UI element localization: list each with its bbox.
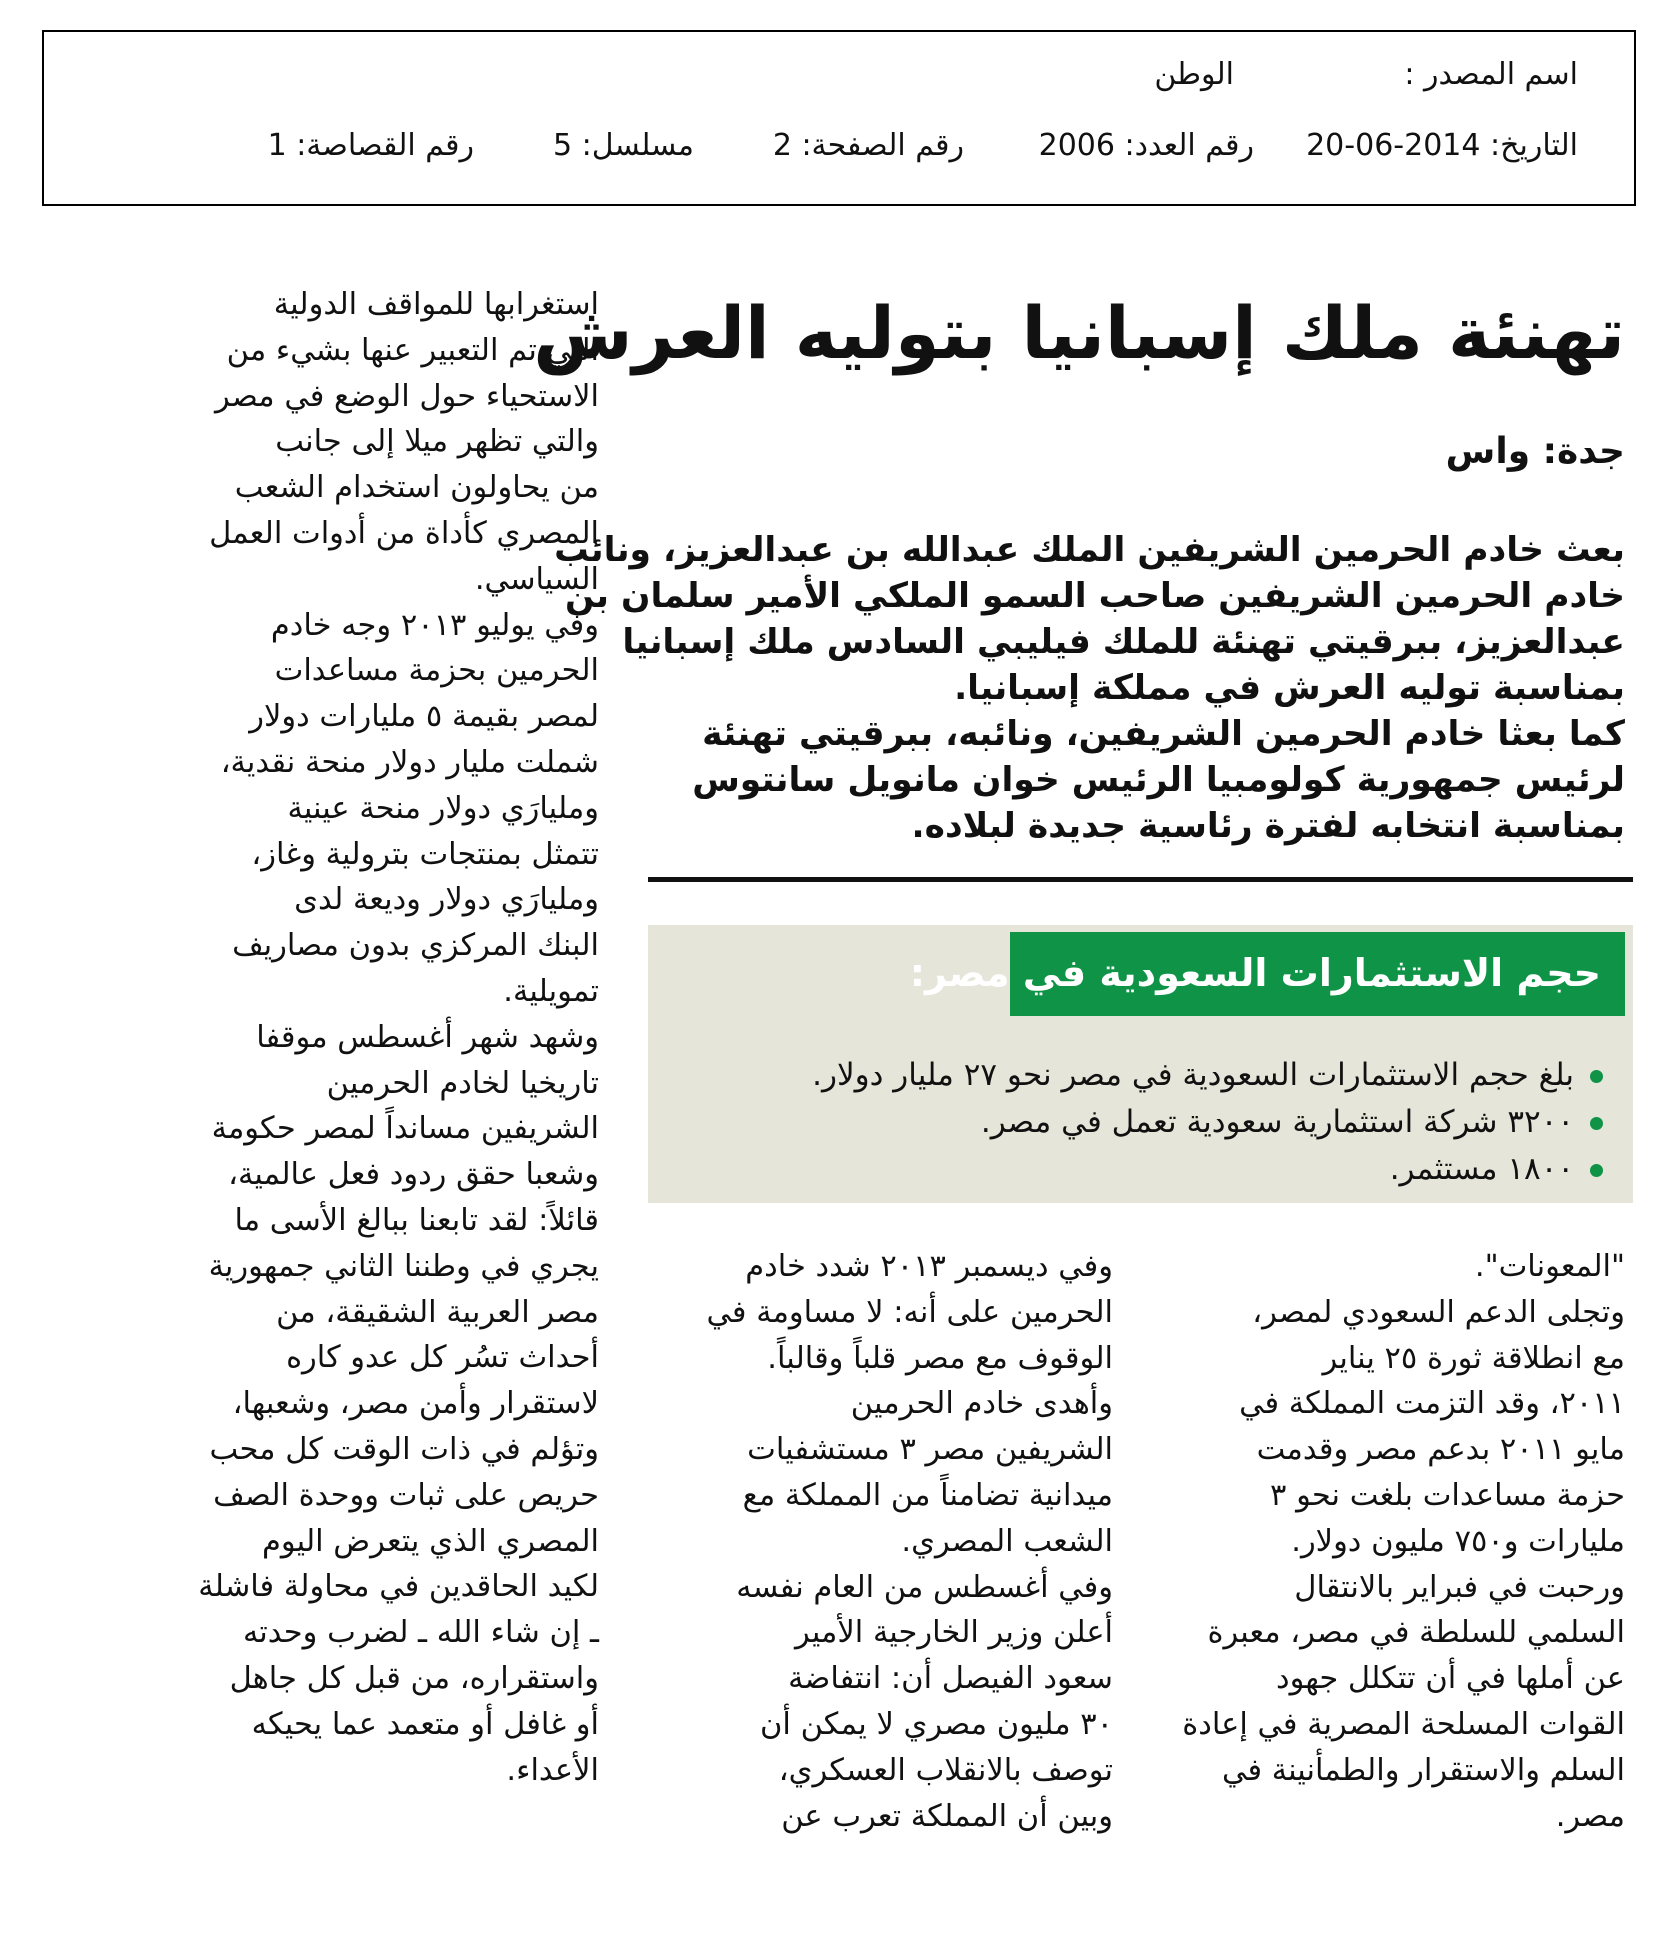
body-line: "المعونات". [1474,1249,1625,1284]
body-line: مصر. [1555,1798,1625,1834]
article-lead [554,527,1625,849]
body-line: توصف بالانقلاب العسكري، [778,1752,1113,1788]
source-value: الوطن [1154,57,1234,92]
body-line: واستقراره، من قبل كل جاهل [229,1660,599,1696]
body-line: السلم والاستقرار والطمأنينة في [1222,1752,1625,1788]
factbox-bullet [812,1053,1603,1097]
body-line: وبين أن المملكة تعرب عن [781,1798,1113,1834]
section-divider [648,877,1633,882]
factbox-bullet [1390,1147,1603,1191]
body-line: وشعبا حقق ردود فعل عالمية، [228,1157,599,1193]
factbox-bullet [981,1100,1603,1144]
body-line: استغرابها للمواقف الدولية [273,287,599,322]
body-line: وشهد شهر أغسطس موقفا [256,1019,599,1055]
body-line: وفي ديسمبر ٢٠١٣ شدد خادم [745,1249,1113,1284]
body-line: ٣٠ مليون مصري لا يمكن أن [760,1706,1113,1742]
bullet-dot-icon [1590,1117,1603,1130]
body-line: وتجلى الدعم السعودي لمصر، [1252,1294,1625,1330]
body-line: وفي يوليو ٢٠١٣ وجه خادم [270,607,599,643]
body-line: يجري في وطننا الثاني جمهورية [208,1248,599,1284]
body-line: ومليارَي دولار منحة عينية [287,790,599,826]
body-line: السلمي للسلطة في مصر، معبرة [1207,1615,1625,1651]
body-line: حريص على ثبات ووحدة الصف [213,1477,599,1513]
body-line: حزمة مساعدات بلغت نحو ٣ [1270,1477,1625,1513]
body-line: ومليارَي دولار وديعة لدى [294,882,599,918]
source-metadata-box [42,30,1636,206]
body-line: قائلاً: لقد تابعنا ببالغ الأسى ما [234,1202,599,1238]
bullet-dot-icon [1590,1164,1603,1177]
lead-line: كما بعثا خادم الحرمين الشريفين، ونائبه، ببرقيتي تهنئة [702,714,1625,754]
body-line: مصر العربية الشقيقة، من [276,1294,599,1330]
factbox-header [909,932,1625,1016]
body-column-right [1165,1244,1625,1839]
body-line: من يحاولون استخدام الشعب [234,470,599,506]
lead-line: بمناسبة انتخابه لفترة رئاسية جديدة لبلاده. [911,806,1625,846]
body-line: القوات المسلحة المصرية في إعادة [1182,1706,1625,1742]
clip-number-field: رقم القصاصة: 1 [267,128,474,163]
body-line: لكيد الحاقدين في محاولة فاشلة [198,1569,599,1605]
body-line: مليارات و٧٥٠ مليون دولار. [1291,1523,1625,1559]
lead-line: بمناسبة توليه العرش في مملكة إسبانيا. [954,668,1625,708]
lead-line: لرئيس جمهورية كولومبيا الرئيس خوان مانويل سانتوس [692,760,1625,800]
body-line: ـ إن شاء الله ـ لضرب وحدته [242,1615,599,1651]
body-line: الأعداء. [506,1752,599,1788]
body-line: التي تم التعبير عنها بشيء من [226,332,599,368]
body-line: الاستحياء حول الوضع في مصر [215,378,599,414]
body-line: سعود الفيصل أن: انتفاضة [788,1661,1113,1697]
body-line: أحداث تسُر كل عدو كاره [286,1340,599,1376]
body-line: لمصر بقيمة ٥ مليارات دولار [249,699,599,735]
body-line: وفي أغسطس من العام نفسه [736,1569,1113,1605]
body-line: الحرمين على أنه: لا مساومة في [706,1294,1113,1330]
body-column-left [99,282,599,1793]
body-line: الشريفين مصر ٣ مستشفيات [747,1432,1113,1468]
body-line: المصري الذي يتعرض اليوم [261,1523,599,1559]
body-line: الحرمين بحزمة مساعدات [274,653,599,689]
body-column-middle [653,1244,1113,1839]
page-number-field: رقم الصفحة: 2 [772,128,964,163]
factbox-bullet-text: ٣٢٠٠ شركة استثمارية سعودية تعمل في مصر. [980,1104,1574,1140]
lead-line: بعث خادم الحرمين الشريفين الملك عبدالله بن عبدالعزيز، ونائب [554,530,1625,570]
factbox-bullet-text: ١٨٠٠ مستثمر. [1389,1151,1574,1187]
body-line: الشريفين مسانداً لمصر حكومة [211,1111,599,1147]
body-line: الشعب المصري. [901,1523,1113,1559]
source-label: اسم المصدر : [1404,57,1578,92]
body-line: وتؤلم في ذات الوقت كل محب [209,1431,599,1467]
body-line: تتمثل بمنتجات بترولية وغاز، [251,836,599,872]
factbox-title: حجم الاستثمارات السعودية في مصر: [909,951,1601,995]
body-line: تاريخيا لخادم الحرمين [326,1065,599,1101]
body-line: السياسي. [474,561,599,597]
article-headline: تهنئة ملك إسبانيا بتوليه العرش [533,291,1625,375]
investment-factbox [648,925,1633,1203]
factbox-bullet-text: بلغ حجم الاستثمارات السعودية في مصر نحو ٢٧ مليار دولار. [812,1057,1574,1093]
serial-number-field: مسلسل: 5 [553,128,694,163]
body-line: مع انطلاقة ثورة ٢٥ يناير [1322,1340,1625,1376]
bullet-dot-icon [1590,1070,1603,1083]
body-line: عن أملها في أن تتكلل جهود [1275,1661,1625,1697]
body-line: شملت مليار دولار منحة نقدية، [220,744,599,780]
body-line: أعلن وزير الخارجية الأمير [795,1615,1113,1651]
issue-number-field: رقم العدد: 2006 [1038,128,1254,163]
body-line: ٢٠١١، وقد التزمت المملكة في [1239,1386,1625,1422]
date-field: التاريخ: 2014-06-20 [1306,128,1578,163]
body-line: تمويلية. [503,973,599,1009]
body-line: لاستقرار وأمن مصر، وشعبها، [232,1386,599,1422]
body-line: الوقوف مع مصر قلباً وقالباً. [767,1340,1113,1376]
body-line: المصري كأداة من أدوات العمل [209,515,599,551]
body-line: ميدانية تضامناً من المملكة مع [742,1477,1113,1513]
body-line: وأهدى خادم الحرمين [850,1386,1113,1422]
body-line: مايو ٢٠١١ بدعم مصر وقدمت [1256,1432,1625,1468]
lead-line: خادم الحرمين الشريفين صاحب السمو الملكي الأمير سلمان بن [565,576,1625,616]
article-dateline: جدة: واس [1445,431,1625,472]
body-line: ورحبت في فبراير بالانتقال [1294,1569,1625,1605]
lead-line: عبدالعزيز، ببرقيتي تهنئة للملك فيليبي السادس ملك إسبانيا [622,622,1625,662]
body-line: أو غافل أو متعمد عما يحيكه [251,1706,599,1742]
body-line: البنك المركزي بدون مصاريف [232,928,599,964]
body-line: والتي تظهر ميلا إلى جانب [275,424,599,460]
